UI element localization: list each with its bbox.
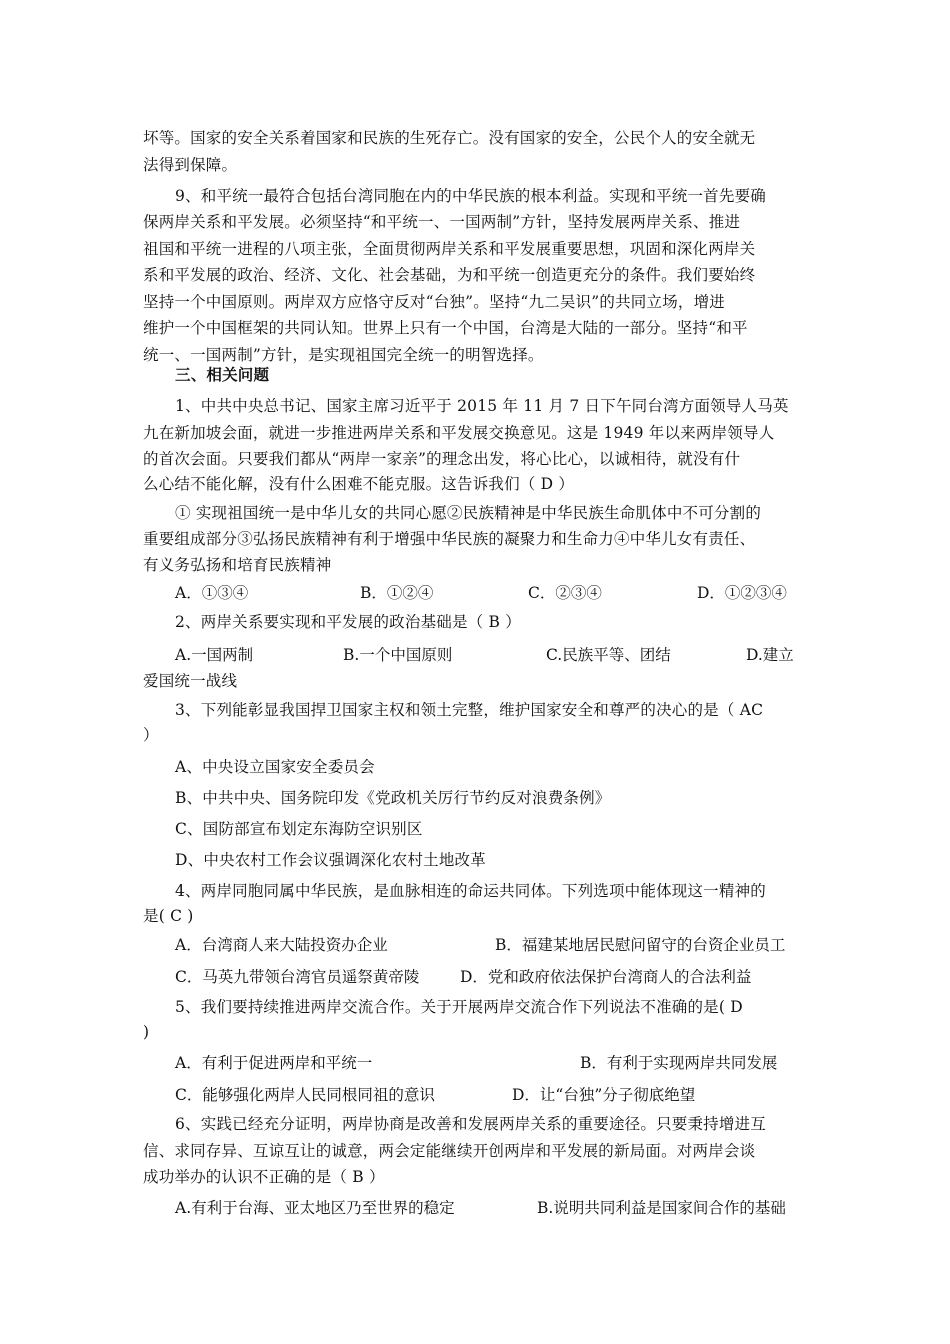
text-line: 是( C ) — [143, 907, 194, 925]
text-line: 九在新加坡会面，就进一步推进两岸关系和平发展交换意见。这是 1949 年以来两岸领导人 — [143, 424, 775, 442]
q5-option-d: D．让“台独”分子彻底绝望 — [512, 1086, 696, 1104]
text-line: 4、两岸同胞同属中华民族，是血脉相连的命运共同体。下列选项中能体现这一精神的 — [175, 882, 766, 900]
text-line: 法得到保障。 — [143, 156, 238, 174]
text-line: 么心结不能化解，没有什么困难不能克服。这告诉我们（ D ） — [143, 475, 575, 493]
text-line: 3、下列能彰显我国捍卫国家主权和领土完整，维护国家安全和尊严的决心的是（ AC — [175, 701, 764, 719]
q6-option-b: B.说明共同利益是国家间合作的基础 — [537, 1199, 786, 1217]
text-line: 统一、一国两制”方针，是实现祖国完全统一的明智选择。 — [143, 346, 544, 364]
text-line: 9、和平统一最符合包括台湾同胞在内的中华民族的根本利益。实现和平统一首先要确 — [175, 187, 766, 205]
q2-option-b: B.一个中国原则 — [343, 646, 453, 664]
q1-option-c: C．②③④ — [528, 584, 602, 602]
text-line: 爱国统一战线 — [143, 672, 238, 690]
text-line: 信、求同存异、互谅互让的诚意，两会定能继续开创两岸和平发展的新局面。对两岸会谈 — [143, 1142, 756, 1160]
text-line: 5、我们要持续推进两岸交流合作。关于开展两岸交流合作下列说法不准确的是( D — [175, 998, 743, 1016]
text-line: 6、实践已经充分证明，两岸协商是改善和发展两岸关系的重要途径。只要秉持增进互 — [175, 1115, 766, 1133]
q2-option-a: A.一国两制 — [175, 646, 254, 664]
q6-option-a: A.有利于台海、亚太地区乃至世界的稳定 — [175, 1199, 455, 1217]
q4-option-d: D．党和政府依法保护台湾商人的合法利益 — [460, 968, 752, 986]
text-line: 维护一个中国框架的共同认知。世界上只有一个中国，台湾是大陆的一部分。坚持“和平 — [143, 319, 748, 337]
text-line: 有义务弘扬和培育民族精神 — [143, 556, 332, 574]
q5-option-a: A．有利于促进两岸和平统一 — [175, 1054, 373, 1072]
q1-option-b: B．①②④ — [360, 584, 434, 602]
q4-option-a: A．台湾商人来大陆投资办企业 — [175, 936, 388, 954]
text-line: B、中共中央、国务院印发《党政机关厉行节约反对浪费条例》 — [175, 789, 611, 807]
text-line: 保两岸关系和平发展。必须坚持“和平统一、一国两制”方针，坚持发展两岸关系、推进 — [143, 213, 741, 231]
text-line: 祖国和平统一进程的八项主张，全面贯彻两岸关系和平发展重要思想，巩固和深化两岸关 — [143, 240, 756, 258]
text-line: 系和平发展的政治、经济、文化、社会基础，为和平统一创造更充分的条件。我们要始终 — [143, 266, 756, 284]
q5-option-c: C．能够强化两岸人民同根同祖的意识 — [175, 1086, 435, 1104]
text-line: ① 实现祖国统一是中华儿女的共同心愿②民族精神是中华民族生命肌体中不可分割的 — [175, 504, 762, 522]
q4-option-c: C．马英九带领台湾官员遥祭黄帝陵 — [175, 968, 420, 986]
text-line: 重要组成部分③弘扬民族精神有利于增强中华民族的凝聚力和生命力④中华儿女有责任、 — [143, 530, 756, 548]
q5-option-b: B．有利于实现两岸共同发展 — [580, 1054, 778, 1072]
text-line: C、国防部宣布划定东海防空识别区 — [175, 820, 423, 838]
text-line: 坚持一个中国原则。两岸双方应恪守反对“台独”。坚持“九二吴识”的共同立场，增进 — [143, 293, 725, 311]
text-line: 坏等。国家的安全关系着国家和民族的生死存亡。没有国家的安全，公民个人的安全就无 — [143, 129, 756, 147]
q2-option-d: D.建立 — [746, 646, 794, 664]
q1-option-d: D．①②③④ — [697, 584, 787, 602]
text-line: ） — [143, 726, 159, 744]
text-line: 成功举办的认识不正确的是（ B ） — [143, 1168, 385, 1186]
text-line: 1、中共中央总书记、国家主席习近平于 2015 年 11 月 7 日下午同台湾方面领导人马英 — [175, 397, 789, 415]
section-heading: 三、相关问题 — [175, 365, 270, 384]
text-line: D、中央农村工作会议强调深化农村土地改革 — [175, 851, 486, 869]
text-line: ) — [143, 1023, 150, 1041]
text-line: 的首次会面。只要我们都从“两岸一家亲”的理念出发，将心比心，以诚相待，就没有什 — [143, 450, 741, 468]
q1-option-a: A．①③④ — [175, 584, 249, 602]
text-line: 2、两岸关系要实现和平发展的政治基础是（ B ） — [175, 613, 521, 631]
q4-option-b: B．福建某地居民慰问留守的台资企业员工 — [495, 936, 786, 954]
text-line: A、中央设立国家安全委员会 — [175, 758, 375, 776]
q2-option-c: C.民族平等、团结 — [546, 646, 671, 664]
